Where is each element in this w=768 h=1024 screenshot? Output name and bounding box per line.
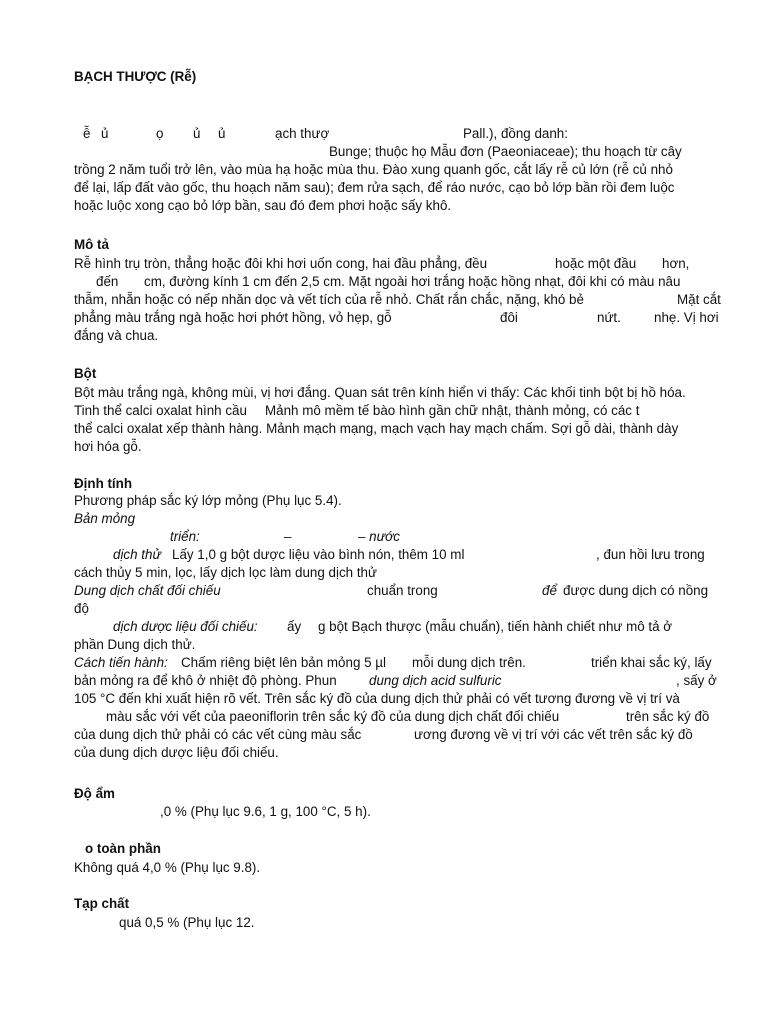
text-line-segment: 105 °C đến khi xuất hiện rõ vết. Trên sắc ký đồ của dung dịch thử phải có vết tương đương về vị trí và (74, 691, 680, 706)
heading-dinh-tinh: Định tính (74, 476, 133, 491)
heading-do-am: Độ ẩm (74, 786, 115, 801)
text-line-segment: quá 0,5 % (Phụ lục 12. (119, 915, 255, 930)
text-line-segment: Cách tiến hành: (74, 655, 168, 670)
text-line-segment: triển khai sắc ký, lấy (591, 655, 712, 670)
text-line-segment: được dung dịch có nồng (563, 583, 709, 598)
text-line-segment: Phương pháp sắc ký lớp mỏng (Phụ lục 5.4). (74, 493, 342, 508)
text-line-segment: Chấm riêng biệt lên bản mỏng 5 µl (181, 655, 386, 670)
text-line-segment: mỗi dung dịch trên. (412, 655, 526, 670)
text-line-segment: cm, đường kính 1 cm đến 2,5 cm. Mặt ngoài hơi trắng hoặc hồng nhạt, đôi khi có màu nâu (144, 274, 681, 289)
text-line-segment: dịch dược liệu đối chiếu: (113, 619, 258, 634)
text-line-segment: phẳng màu trắng ngà hoặc hơi phớt hồng, vỏ hẹp, gỗ (74, 310, 392, 325)
text-line-segment: ọ (156, 126, 164, 141)
text-line-segment: , đun hồi lưu trong (596, 547, 705, 562)
text-line-segment: độ (74, 601, 89, 616)
text-line-segment: ễ (83, 126, 91, 141)
text-line-segment: đến (96, 274, 119, 289)
text-line-segment: triển: (170, 529, 200, 544)
text-line-segment: ủ (218, 126, 226, 141)
text-line-segment: Bản mỏng (74, 511, 136, 526)
text-line-segment: – nước (358, 529, 400, 544)
text-line-segment: chuẩn trong (367, 583, 438, 598)
text-line-segment: ủ (193, 126, 201, 141)
text-line-segment: , sấy ở (676, 673, 717, 688)
text-line-segment: trên sắc ký đồ (626, 709, 710, 724)
heading-tap-chat: Tạp chất (74, 896, 130, 911)
text-line-segment: đôi (500, 310, 518, 325)
text-line-segment: Tinh thể calci oxalat hình cầu (74, 403, 247, 418)
text-line-segment: dung dịch acid sulfuric (369, 673, 502, 688)
text-line-segment: Lấy 1,0 g bột dược liệu vào bình nón, thêm 10 ml (172, 547, 465, 562)
text-line-segment: nứt. (597, 310, 621, 325)
text-line-segment: của dung dịch thử phải có các vết cùng màu sắc (74, 727, 362, 742)
text-line-segment: Không quá 4,0 % (Phụ lục 9.8). (74, 860, 261, 875)
heading-tro-toan-phan: o toàn phần (85, 841, 161, 856)
text-line-segment: g bột Bạch thược (mẫu chuẩn), tiến hành chiết như mô tả ở (318, 619, 673, 634)
text-line-segment: Mặt cắt (677, 292, 721, 307)
text-line-segment: hơi hóa gỗ. (74, 439, 142, 454)
text-line-segment: cách thủy 5 min, lọc, lấy dịch lọc làm dung dịch thử (74, 565, 377, 580)
text-line-segment: – (284, 529, 292, 544)
text-line-segment: ,0 % (Phụ lục 9.6, 1 g, 100 °C, 5 h). (160, 804, 371, 819)
text-line-segment: thẫm, nhẵn hoặc có nếp nhăn dọc và vết tích của rễ nhỏ. Chất rắn chắc, nặng, khó bẻ (74, 292, 584, 307)
text-line-segment: phần Dung dịch thử. (74, 637, 196, 652)
text-line-segment: hoặc luộc xong cạo bỏ lớp bần, sau đó đem phơi hoặc sấy khô. (74, 198, 452, 213)
text-line-segment: Bunge; thuộc họ Mẫu đơn (Paeoniaceae); thu hoạch từ cây (329, 144, 682, 159)
text-line-segment: Pall.), đồng danh: (463, 126, 568, 141)
text-line-segment: Dung dịch chất đối chiếu (74, 583, 221, 598)
text-line-segment: ạch thượ (275, 126, 330, 141)
text-line-segment: để lại, lấp đất vào gốc, thu hoạch năm sau); đem rửa sạch, để ráo nước, cạo bỏ lớp bần rồi đem luộc (74, 180, 675, 195)
text-line-segment: dịch thử (113, 547, 161, 562)
text-line-segment: Mảnh mô mềm tế bào hình gần chữ nhật, thành mỏng, có các t (265, 403, 640, 418)
text-line-segment: Rễ hình trụ tròn, thẳng hoặc đôi khi hơi uốn cong, hai đầu phẳng, đều (74, 256, 488, 271)
text-line-segment: ương đương về vị trí với các vết trên sắc ký đồ (414, 727, 693, 742)
text-line-segment: trồng 2 năm tuổi trở lên, vào mùa hạ hoặc mùa thu. Đào xung quanh gốc, cắt lấy rễ củ lớn (rễ củ nhỏ (74, 162, 673, 177)
text-line-segment: ủ (101, 126, 109, 141)
text-line-segment: đắng và chua. (74, 328, 159, 343)
heading-mo-ta: Mô tả (74, 237, 109, 252)
heading-bot: Bột (74, 366, 97, 381)
text-line-segment: nhẹ. Vị hơi (654, 310, 719, 325)
text-line-segment: ấy (287, 619, 302, 634)
text-line-segment: màu sắc với vết của paeoniflorin trên sắc ký đồ của dung dịch chất đối chiếu (106, 709, 560, 724)
text-line-segment: Bột màu trắng ngà, không mùi, vị hơi đắng. Quan sát trên kính hiển vi thấy: Các khối tinh bột bị hồ hóa. (74, 385, 686, 400)
text-line-segment: hơn, (662, 256, 690, 271)
text-line-segment: bản mỏng ra để khô ở nhiệt độ phòng. Phun (74, 673, 337, 688)
text-line-segment: của dung dịch dược liệu đối chiếu. (74, 745, 279, 760)
text-line-segment: hoặc một đầu (555, 256, 637, 271)
text-line-segment: thể calci oxalat xếp thành hàng. Mảnh mạch mạng, mạch vạch hay mạch chấm. Sợi gỗ dài, thành dày (74, 421, 679, 436)
text-line-segment: để (542, 583, 557, 598)
document-title: BẠCH THƯỢC (Rễ) (74, 69, 197, 84)
